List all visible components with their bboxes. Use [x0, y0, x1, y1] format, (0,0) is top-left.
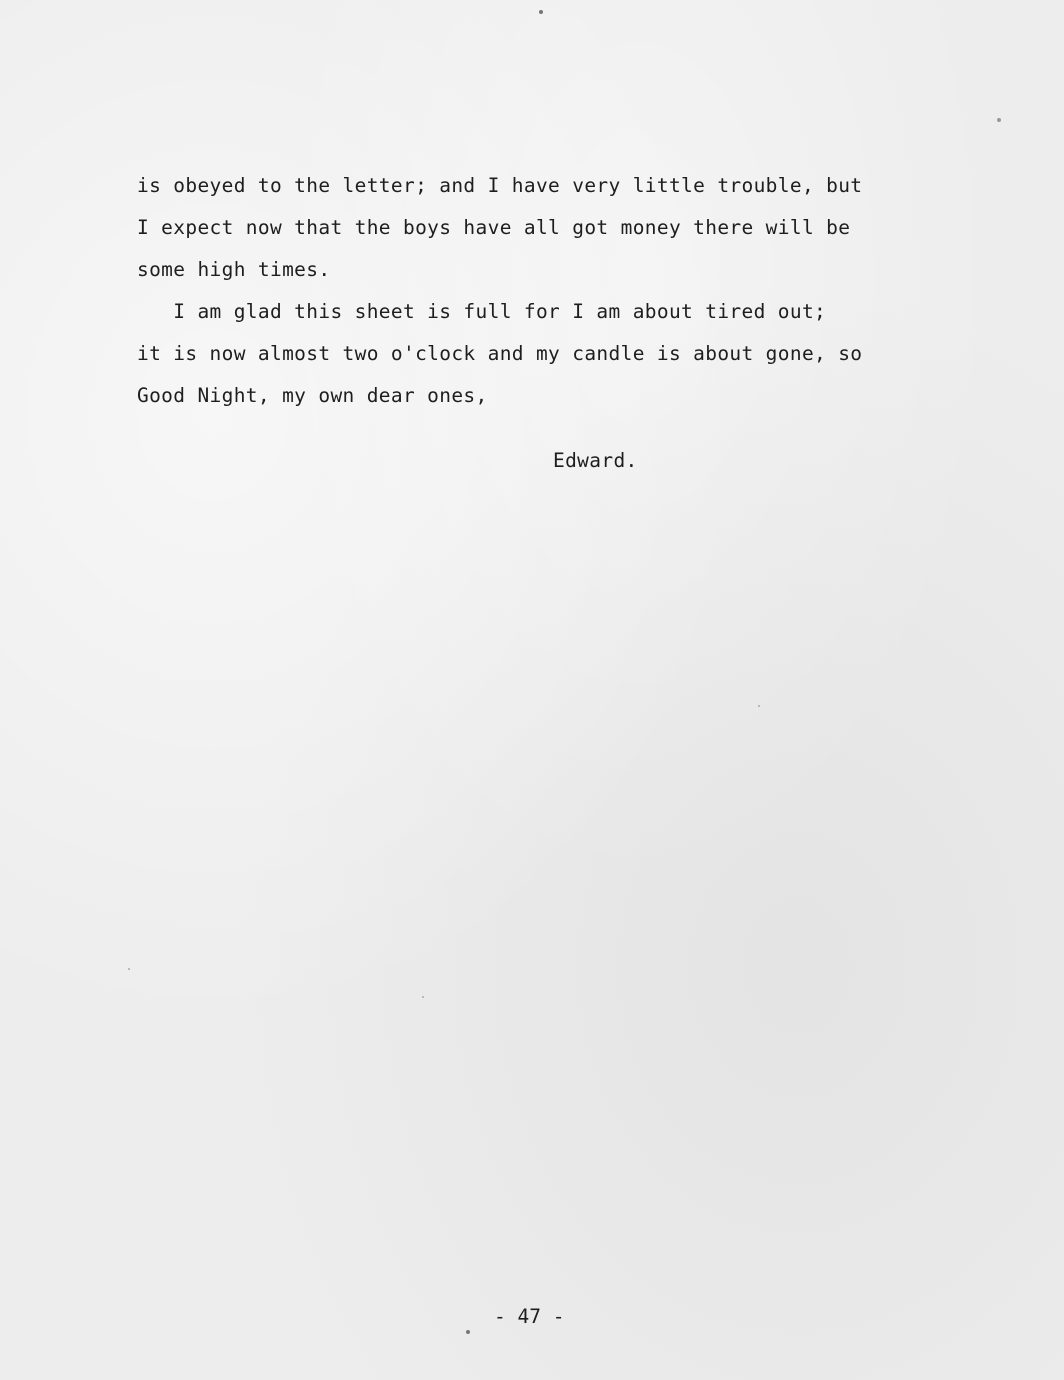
paper-speck — [539, 10, 543, 14]
paper-speck — [422, 996, 424, 998]
paper-speck — [466, 1330, 470, 1334]
text-line: some high times. — [137, 258, 331, 281]
text-line: is obeyed to the letter; and I have very little trouble, but — [137, 174, 863, 197]
text-line: I am glad this sheet is full for I am about tired out; — [137, 300, 827, 323]
text-line: it is now almost two o'clock and my candle is about gone, so — [137, 342, 863, 365]
paper-speck — [128, 968, 130, 970]
text-line: Good Night, my own dear ones, — [137, 384, 488, 407]
text-line: I expect now that the boys have all got money there will be — [137, 216, 851, 239]
paper-speck — [758, 705, 760, 707]
page-number: - 47 - — [494, 1305, 565, 1328]
signature: Edward. — [553, 449, 638, 472]
paper-speck — [997, 118, 1001, 122]
